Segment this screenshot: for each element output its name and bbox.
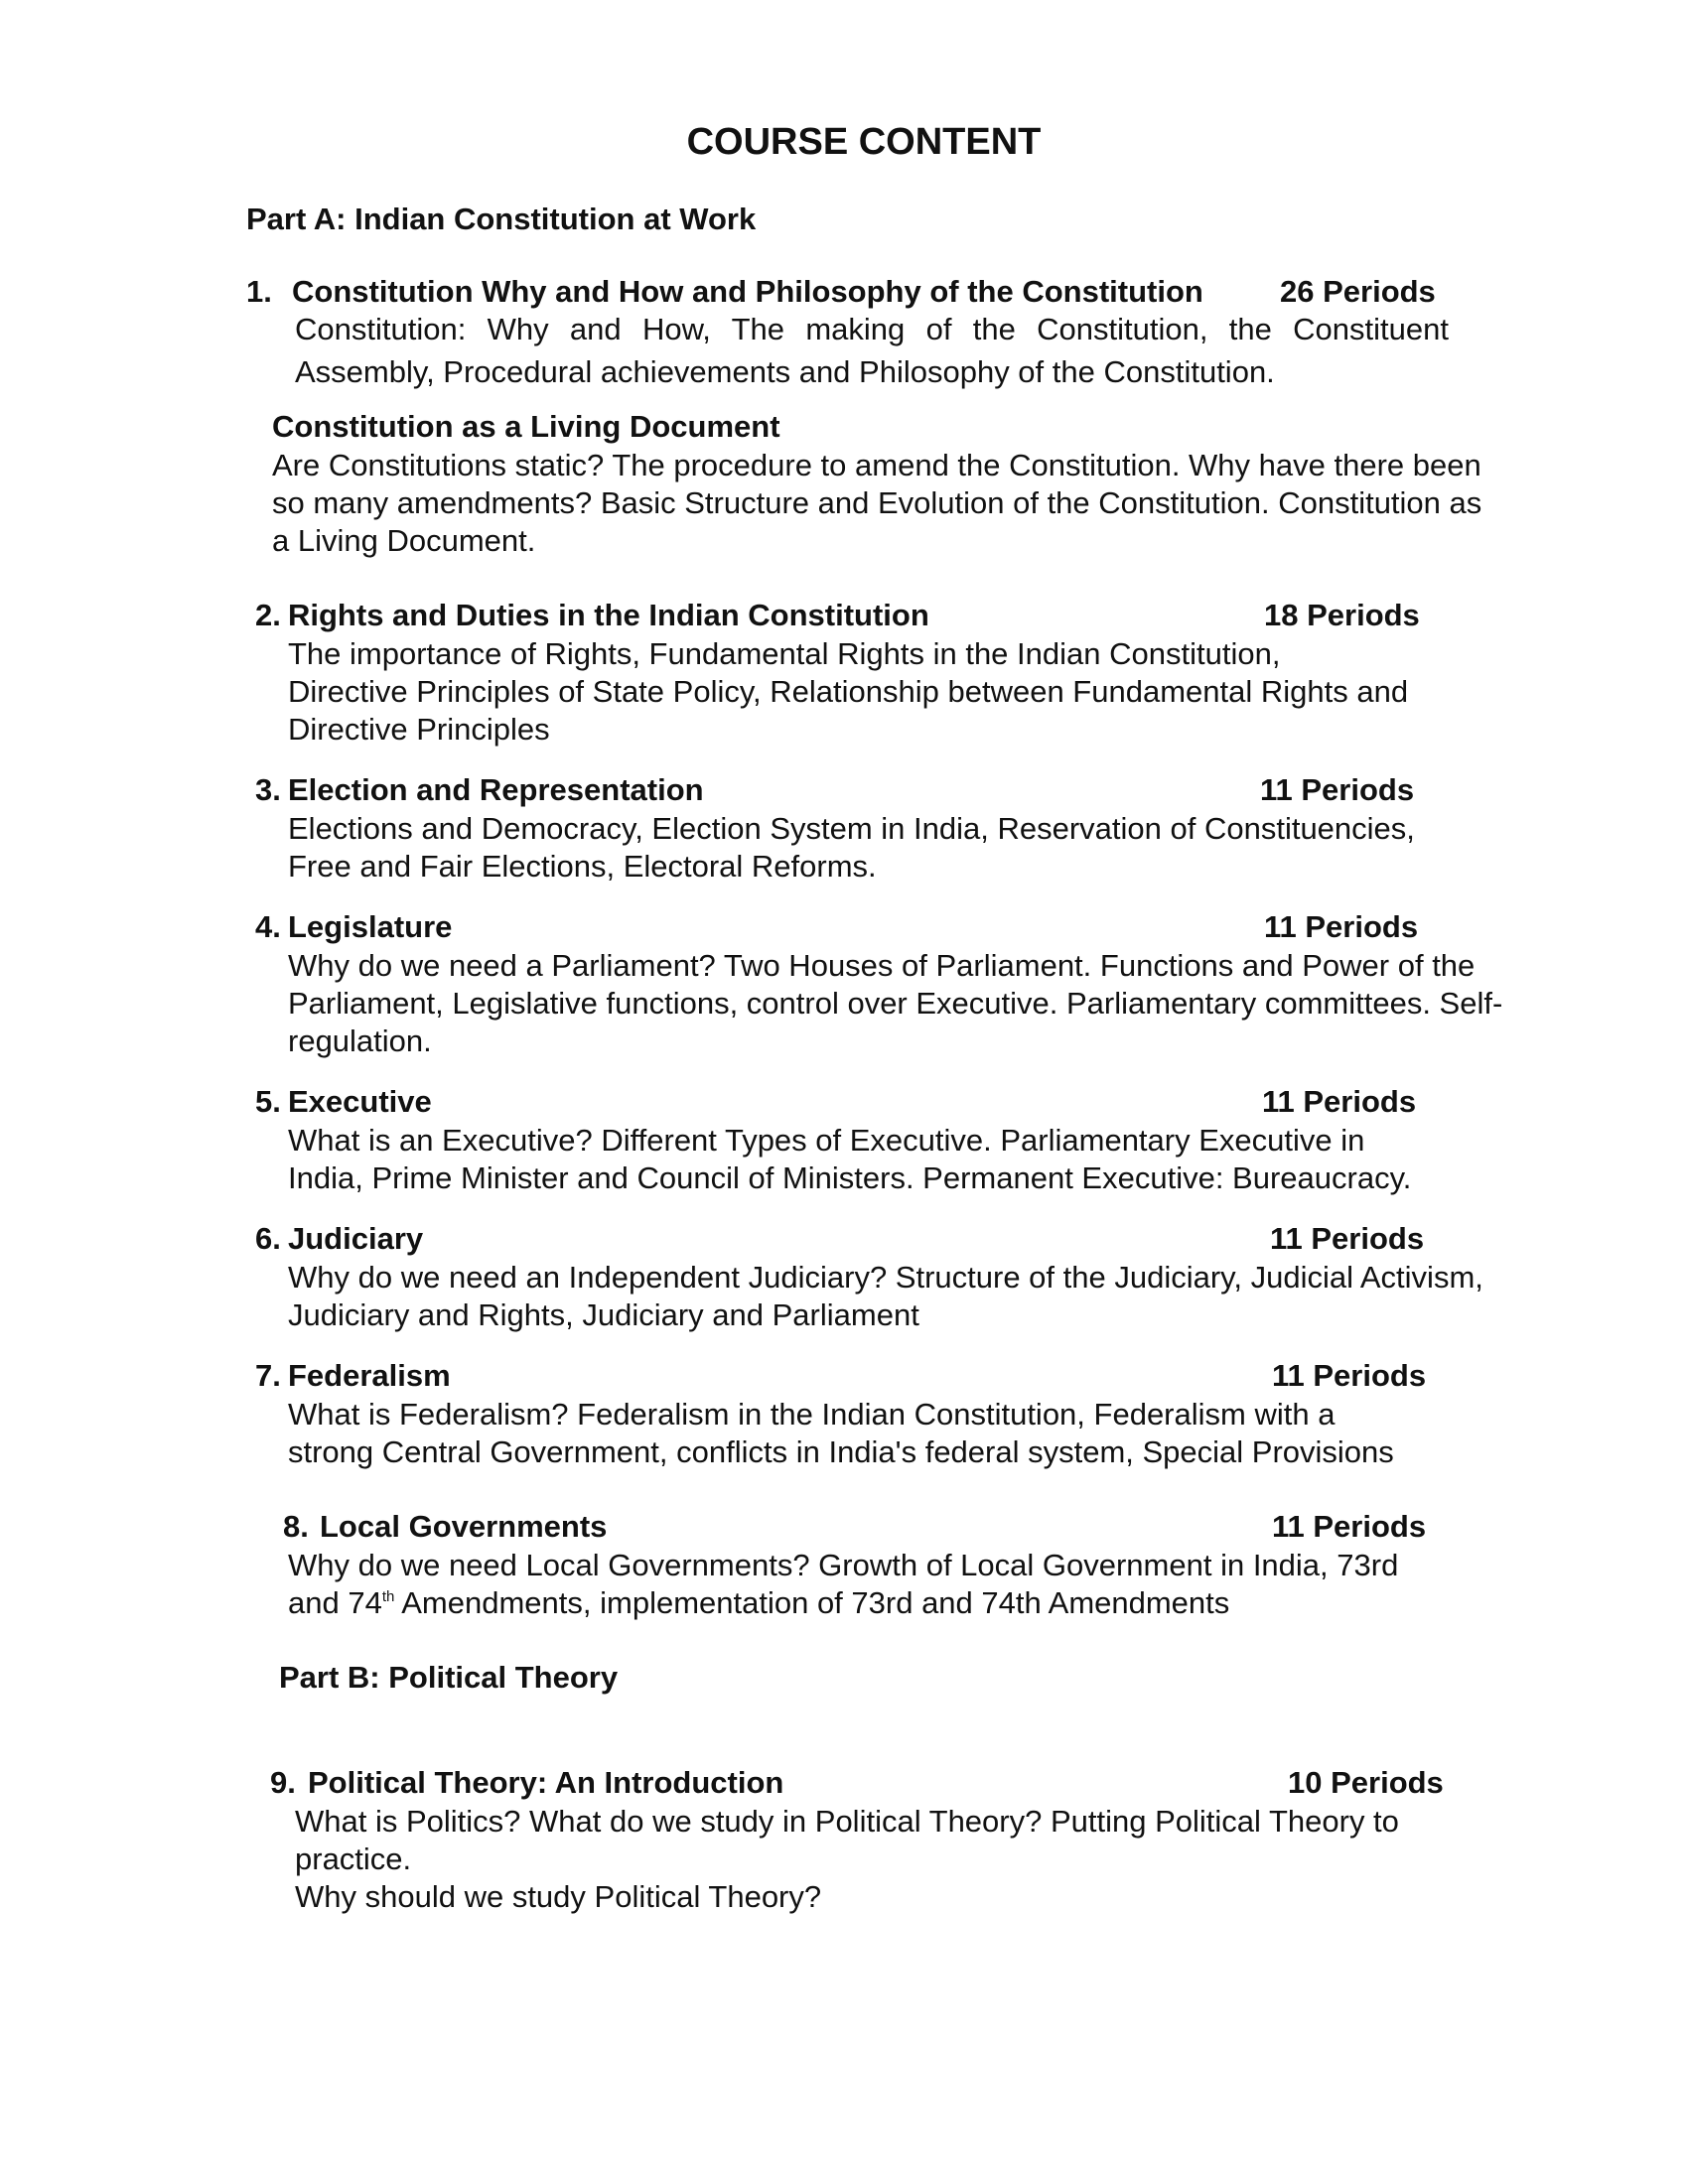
- unit-4-line-2: Parliament, Legislative functions, control over Executive. Parliamentary committees. Self-: [288, 986, 1503, 1021]
- unit-5-number: 5.: [255, 1084, 281, 1119]
- living-document-line-2: so many amendments? Basic Structure and Evolution of the Constitution. Constitution as: [272, 485, 1482, 520]
- unit-8-heading: Local Governments: [320, 1509, 608, 1544]
- unit-1-heading: Constitution Why and How and Philosophy of the Constitution: [292, 274, 1203, 309]
- unit-4-number: 4.: [255, 909, 281, 944]
- unit-6-line-2: Judiciary and Rights, Judiciary and Parliament: [288, 1297, 919, 1332]
- living-document-line-1: Are Constitutions static? The procedure to amend the Constitution. Why have there been: [272, 448, 1481, 482]
- unit-3-heading: Election and Representation: [288, 772, 704, 807]
- unit-8-superscript: th: [381, 1588, 395, 1605]
- unit-1-description: [295, 308, 1449, 393]
- unit-2-heading: Rights and Duties in the Indian Constitution: [288, 598, 929, 632]
- unit-7-number: 7.: [255, 1358, 281, 1393]
- living-document-line-3: a Living Document.: [272, 523, 536, 558]
- unit-9-periods: 10 Periods: [1288, 1765, 1444, 1800]
- unit-4-line-1: Why do we need a Parliament? Two Houses of Parliament. Functions and Power of the: [288, 948, 1476, 983]
- unit-6-periods: 11 Periods: [1270, 1221, 1425, 1256]
- unit-8-periods: 11 Periods: [1272, 1509, 1427, 1544]
- unit-8-line-2-rest: Amendments, implementation of 73rd and 74th Amendments: [394, 1585, 1230, 1620]
- unit-8-line-2-start: and 74: [288, 1585, 382, 1620]
- unit-3-line-1: Elections and Democracy, Election System in India, Reservation of Constituencies,: [288, 811, 1415, 846]
- unit-3-line-2: Free and Fair Elections, Electoral Reforms.: [288, 849, 877, 884]
- unit-3-periods: 11 Periods: [1260, 772, 1415, 807]
- unit-9-line-2: practice.: [295, 1842, 412, 1876]
- unit-2-line-3: Directive Principles: [288, 712, 550, 747]
- part-a-heading: Part A: Indian Constitution at Work: [246, 202, 757, 236]
- unit-5-line-1: What is an Executive? Different Types of Executive. Parliamentary Executive in: [288, 1123, 1365, 1158]
- unit-1-line-1: Constitution: Why and How, The making of the Constitution, the Constituent: [295, 312, 1449, 346]
- unit-8-number: 8.: [283, 1509, 309, 1544]
- unit-7-heading: Federalism: [288, 1358, 451, 1393]
- unit-8-line-2: [288, 1584, 1229, 1622]
- unit-7-line-1: What is Federalism? Federalism in the Indian Constitution, Federalism with a: [288, 1397, 1336, 1432]
- unit-9-heading: Political Theory: An Introduction: [308, 1765, 784, 1800]
- unit-6-line-1: Why do we need an Independent Judiciary? Structure of the Judiciary, Judicial Activism,: [288, 1260, 1483, 1295]
- unit-6-heading: Judiciary: [288, 1221, 424, 1256]
- unit-5-line-2: India, Prime Minister and Council of Ministers. Permanent Executive: Bureaucracy.: [288, 1160, 1412, 1195]
- part-b-heading: Part B: Political Theory: [279, 1660, 619, 1695]
- unit-1-line-2: Assembly, Procedural achievements and Philosophy of the Constitution.: [295, 354, 1275, 389]
- unit-2-line-1: The importance of Rights, Fundamental Rights in the Indian Constitution,: [288, 636, 1281, 671]
- unit-1-number: 1.: [246, 274, 272, 309]
- unit-8-line-1: Why do we need Local Governments? Growth of Local Government in India, 73rd: [288, 1548, 1399, 1582]
- living-document-heading: Constitution as a Living Document: [272, 409, 780, 444]
- unit-2-periods: 18 Periods: [1264, 598, 1420, 632]
- unit-2-number: 2.: [255, 598, 281, 632]
- unit-1-periods: 26 Periods: [1280, 274, 1436, 309]
- unit-9-number: 9.: [270, 1765, 296, 1800]
- unit-9-line-3: Why should we study Political Theory?: [295, 1879, 822, 1914]
- unit-5-periods: 11 Periods: [1262, 1084, 1417, 1119]
- unit-2-line-2: Directive Principles of State Policy, Relationship between Fundamental Rights and: [288, 674, 1409, 709]
- unit-4-heading: Legislature: [288, 909, 453, 944]
- unit-3-number: 3.: [255, 772, 281, 807]
- unit-7-line-2: strong Central Government, conflicts in India's federal system, Special Provisions: [288, 1434, 1394, 1469]
- page-title: COURSE CONTENT: [686, 121, 1042, 163]
- unit-7-periods: 11 Periods: [1272, 1358, 1427, 1393]
- unit-6-number: 6.: [255, 1221, 281, 1256]
- unit-4-line-3: regulation.: [288, 1024, 432, 1058]
- unit-4-periods: 11 Periods: [1264, 909, 1419, 944]
- unit-5-heading: Executive: [288, 1084, 432, 1119]
- unit-9-line-1: What is Politics? What do we study in Political Theory? Putting Political Theory to: [295, 1804, 1399, 1839]
